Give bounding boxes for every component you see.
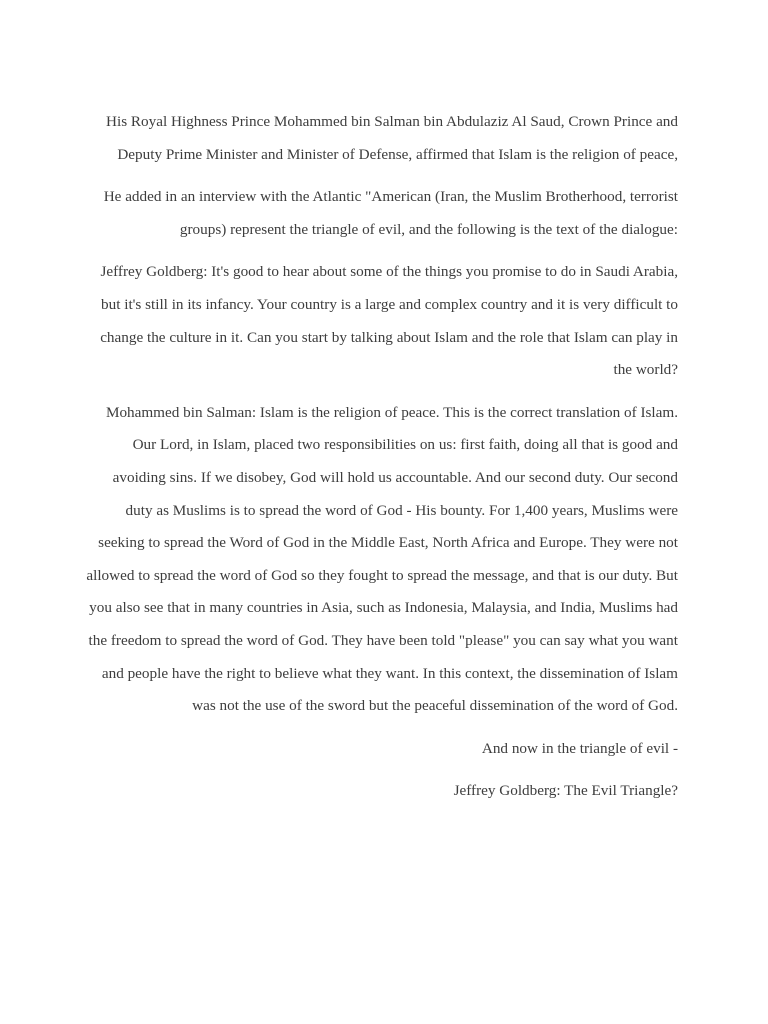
paragraph-mbs-answer: Mohammed bin Salman: Islam is the religion of peace. This is the correct translation of Islam. Our Lord, in Islam, placed two responsibilities on us: first faith, doing all that is good and avoiding sins. If we disobey, God will hold us accountable. And our second duty. Our second duty as Muslims is to spread the word of God - His bounty. For 1,400 years, Muslims were seeking to spread the Word of God in the Middle East, North Africa and Europe. They were not allowed to spread the word of God so they fought to spread the message, and that is our duty. But you also see that in many countries in Asia, such as Indonesia, Malaysia, and India, Muslims had the freedom to spread the word of God. They have been told "please" you can say what you want and people have the right to believe what they want. In this context, the dissemination of Islam was not the use of the sword but the peaceful dissemination of the word of God. — [86, 403, 678, 715]
document-page — [86, 106, 678, 818]
paragraph-intro: His Royal Highness Prince Mohammed bin Salman bin Abdulaziz Al Saud, Crown Prince and Deputy Prime Minister and Minister of Defense, affirmed that Islam is the religion of peace, — [106, 113, 678, 163]
paragraph-evil-triangle-question: Jeffrey Goldberg: The Evil Triangle? — [453, 782, 678, 800]
paragraph-interview-context: He added in an interview with the Atlantic "American (Iran, the Muslim Brotherhood, terrorist groups) represent the triangle of evil, and the following is the text of the dialogue: — [103, 188, 678, 238]
paragraph-goldberg-question: Jeffrey Goldberg: It's good to hear about some of the things you promise to do in Saudi Arabia, but it's still in its infancy. Your country is a large and complex country and it is very difficult to change the culture in it. Can you start by talking about Islam and the role that Islam can play in the world? — [100, 263, 678, 379]
paragraph-triangle-of-evil: And now in the triangle of evil - — [481, 739, 678, 757]
